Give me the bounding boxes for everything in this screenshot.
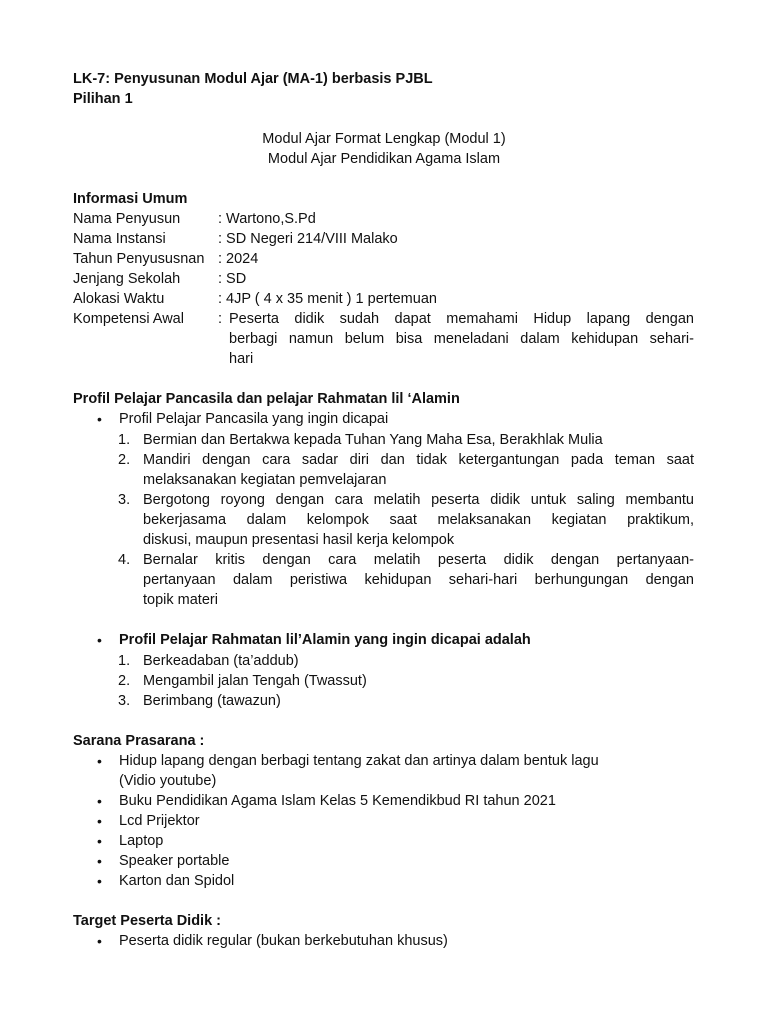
sarana-item: Lcd Prijektor — [119, 813, 200, 829]
list-number: 4. — [118, 552, 131, 568]
list-number: 1. — [118, 432, 131, 448]
sarana-item: Hidup lapang dengan berbagi tentang zakat dan artinya dalam bentuk lagu — [119, 753, 599, 769]
sarana-item: Buku Pendidikan Agama Islam Kelas 5 Kemendikbud RI tahun 2021 — [119, 793, 556, 809]
list-item: diskusi, maupun presentasi hasil kerja kelompok — [143, 532, 455, 548]
list-item: Bermian dan Bertakwa kepada Tuhan Yang Maha Esa, Berakhlak Mulia — [143, 432, 603, 448]
profil-rahmatan-bullet: Profil Pelajar Rahmatan lil’Alamin yang ingin dicapai adalah — [119, 632, 531, 648]
list-item: Berkeadaban (ta’addub) — [143, 653, 299, 669]
kompetensi-line: Peserta didik sudah dapat memahami Hidup lapang dengan — [229, 311, 694, 327]
info-heading: Informasi Umum — [73, 191, 188, 207]
target-heading: Target Peserta Didik : — [73, 913, 222, 929]
list-number: 3. — [118, 693, 131, 709]
bullet-icon: • — [97, 933, 102, 949]
target-item: Peserta didik regular (bukan berkebutuhan khusus) — [119, 933, 448, 949]
sarana-item: (Vidio youtube) — [119, 773, 217, 789]
profil-heading: Profil Pelajar Pancasila dan pelajar Rahmatan lil ‘Alamin — [73, 391, 460, 407]
document-title: LK-7: Penyusunan Modul Ajar (MA-1) berbasis PJBL — [73, 71, 433, 87]
kompetensi-label: Kompetensi Awal — [73, 311, 184, 327]
sarana-item: Laptop — [119, 833, 164, 849]
bullet-icon: • — [97, 411, 102, 427]
list-item: Bergotong royong dengan cara melatih peserta didik untuk saling membantu — [143, 492, 694, 508]
list-item: Bernalar kritis dengan cara melatih peserta didik dengan pertanyaan- — [143, 552, 694, 568]
info-label: Jenjang Sekolah — [73, 271, 181, 287]
kompetensi-line: berbagi namun belum bisa meneladani dalam kehidupan sehari- — [229, 331, 694, 347]
sarana-item: Speaker portable — [119, 853, 230, 869]
list-item: melaksanakan kegiatan pemvelajaran — [143, 472, 387, 488]
list-item: Mandiri dengan cara sadar diri dan tidak ketergantungan pada teman saat — [143, 452, 694, 468]
info-value: : 2024 — [218, 251, 259, 267]
list-item: Mengambil jalan Tengah (Twassut) — [143, 673, 367, 689]
info-label: Tahun Penyususnan — [73, 251, 205, 267]
document-subtitle: Pilihan 1 — [73, 91, 133, 107]
bullet-icon: • — [97, 753, 102, 769]
bullet-icon: • — [97, 873, 102, 889]
info-value: : Wartono,S.Pd — [218, 211, 316, 227]
info-label: Nama Penyusun — [73, 211, 181, 227]
list-item: topik materi — [143, 592, 218, 608]
info-label: Nama Instansi — [73, 231, 166, 247]
bullet-icon: • — [97, 793, 102, 809]
info-value: : 4JP ( 4 x 35 menit ) 1 pertemuan — [218, 291, 437, 307]
info-value: : SD Negeri 214/VIII Malako — [218, 231, 398, 247]
list-item: Berimbang (tawazun) — [143, 693, 281, 709]
list-number: 2. — [118, 452, 131, 468]
list-item: pertanyaan dalam peristiwa kehidupan sehari-hari berhungungan dengan — [143, 572, 694, 588]
list-number: 1. — [118, 653, 131, 669]
profil-pancasila-bullet: Profil Pelajar Pancasila yang ingin dicapai — [119, 411, 389, 427]
info-label: Alokasi Waktu — [73, 291, 165, 307]
sarana-item: Karton dan Spidol — [119, 873, 235, 889]
sarana-heading: Sarana Prasarana : — [73, 733, 205, 749]
bullet-icon: • — [97, 853, 102, 869]
list-number: 2. — [118, 673, 131, 689]
module-format-title: Modul Ajar Format Lengkap (Modul 1) — [262, 131, 506, 147]
info-value: : SD — [218, 271, 247, 287]
bullet-icon: • — [97, 632, 102, 648]
list-number: 3. — [118, 492, 131, 508]
kompetensi-line: hari — [229, 351, 254, 367]
bullet-icon: • — [97, 813, 102, 829]
list-item: bekerjasama dalam kelompok saat melaksanakan kegiatan praktikum, — [143, 512, 694, 528]
kompetensi-colon: : — [218, 311, 223, 327]
bullet-icon: • — [97, 833, 102, 849]
module-subject-title: Modul Ajar Pendidikan Agama Islam — [267, 151, 501, 167]
